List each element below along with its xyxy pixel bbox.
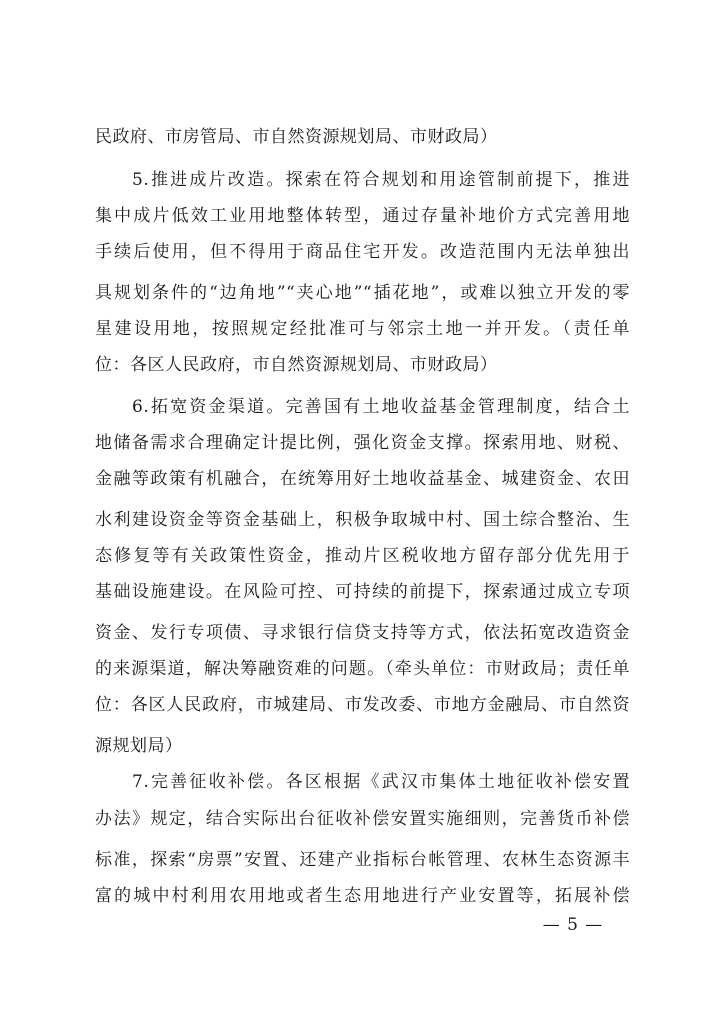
text-line: 手续后使用，但不得用于商品住宅开发。改造范围内无法单独出 bbox=[95, 242, 630, 262]
text-line: 星建设用地，按照规定经批准可与邻宗土地一并开发。（责任单 bbox=[95, 319, 630, 339]
text-line: 位：各区人民政府，市城建局、市发改委、市地方金融局、市自然资 bbox=[95, 695, 630, 715]
text-line: 标准，探索“房票”安置、还建产业指标台帐管理、农林生态资源丰 bbox=[95, 850, 630, 870]
text-line: 资金、发行专项债、寻求银行信贷支持等方式，依法拓宽改造资金 bbox=[95, 623, 630, 643]
text-line: 具规划条件的“边角地”“夹心地”“插花地”，或难以独立开发的零 bbox=[95, 283, 630, 303]
text-line: 态修复等有关政策性资金，推动片区税收地方留存部分优先用于 bbox=[95, 546, 630, 566]
text-line: 6.拓宽资金渠道。完善国有土地收益基金管理制度，结合土 bbox=[132, 397, 630, 417]
text-line: 办法》规定，结合实际出台征收补偿安置实施细则，完善货币补偿 bbox=[95, 809, 630, 829]
text-line: 基础设施建设。在风险可控、可持续的前提下，探索通过成立专项 bbox=[95, 582, 630, 602]
text-line: 5.推进成片改造。探索在符合规划和用途管制前提下，推进 bbox=[132, 170, 630, 190]
text-line: 位：各区人民政府，市自然资源规划局、市财政局） bbox=[95, 355, 498, 375]
text-line: 民政府、市房管局、市自然资源规划局、市财政局） bbox=[95, 127, 498, 147]
text-line: 地储备需求合理确定计提比例，强化资金支撑。探索用地、财税、 bbox=[95, 433, 630, 453]
text-line: 集中成片低效工业用地整体转型，通过存量补地价方式完善用地 bbox=[95, 206, 630, 226]
text-line: 的来源渠道，解决筹融资难的问题。（牵头单位：市财政局；责任单 bbox=[95, 659, 630, 679]
text-line: 7.完善征收补偿。各区根据《武汉市集体土地征收补偿安置 bbox=[132, 772, 630, 792]
text-line: 金融等政策有机融合，在统筹用好土地收益基金、城建资金、农田 bbox=[95, 469, 630, 489]
text-line: 源规划局） bbox=[95, 736, 183, 756]
text-line: 富的城中村利用农用地或者生态用地进行产业安置等，拓展补偿 bbox=[95, 886, 630, 906]
page-number: — 5 — bbox=[542, 915, 604, 935]
text-line: 水利建设资金等资金基础上，积极争取城中村、国土综合整治、生 bbox=[95, 510, 630, 530]
